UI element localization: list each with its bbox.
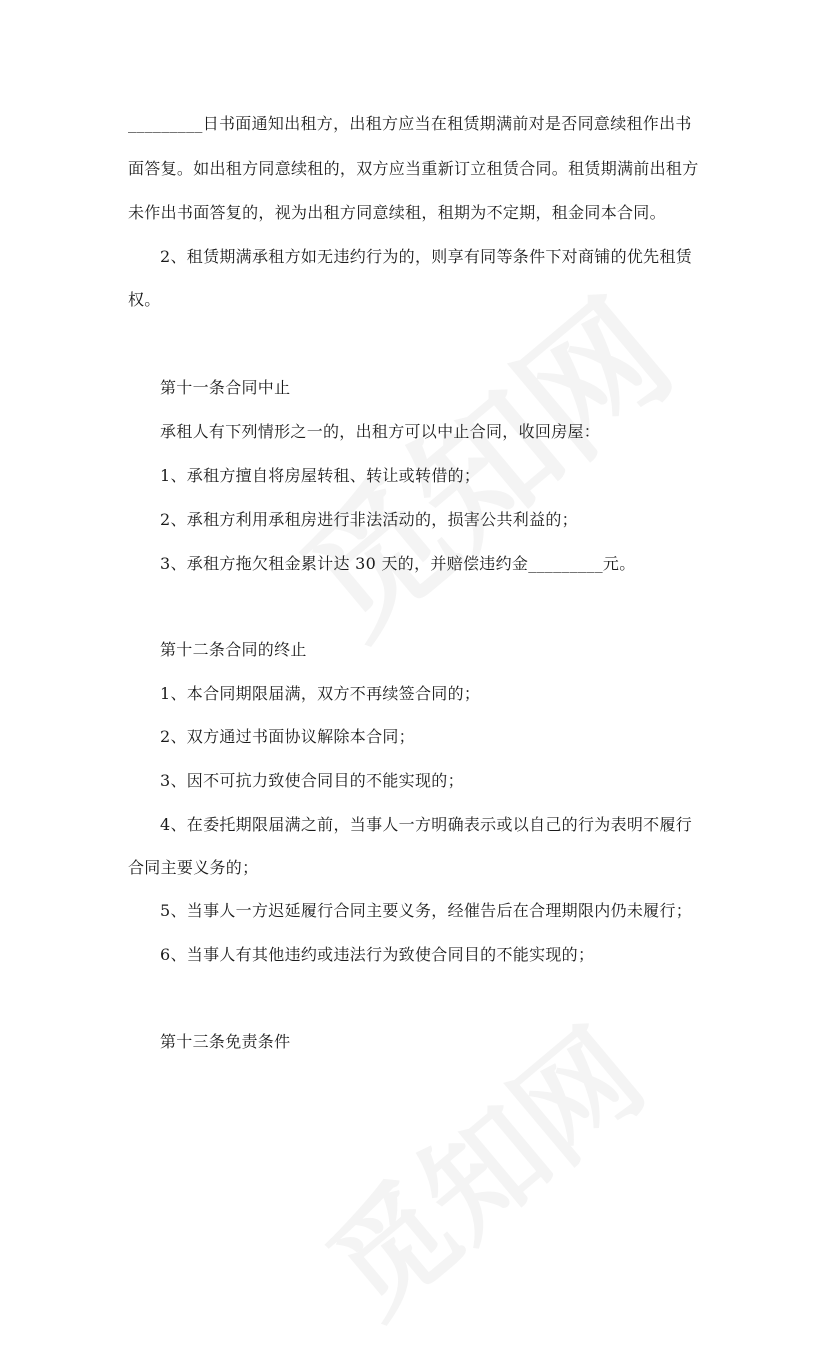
list-item: 1、承租方擅自将房屋转租、转让或转借的； <box>160 466 481 485</box>
section-heading: 第十二条合同的终止 <box>160 640 307 659</box>
paragraph-line: 未作出书面答复的，视为出租方同意续租，租期为不定期，租金同本合同。 <box>128 203 666 222</box>
paragraph-line: _________日书面通知出租方，出租方应当在租赁期满前对是否同意续租作出书 <box>128 114 692 133</box>
list-item: 2、双方通过书面协议解除本合同； <box>160 727 415 746</box>
list-item: 3、因不可抗力致使合同目的不能实现的； <box>160 771 464 790</box>
paragraph-line: 面答复。如出租方同意续租的，双方应当重新订立租赁合同。租赁期满前出租方 <box>128 159 699 178</box>
watermark <box>287 984 673 1347</box>
paragraph-line: 权。 <box>128 290 161 309</box>
watermark <box>255 249 706 673</box>
section-heading: 第十三条免责条件 <box>160 1032 291 1051</box>
list-item: 1、本合同期限届满，双方不再续签合同的； <box>160 684 481 703</box>
paragraph-line: 2、租赁期满承租方如无违约行为的，则享有同等条件下对商铺的优先租赁 <box>160 247 693 266</box>
list-item: 3、承租方拖欠租金累计达 30 天的，并赔偿违约金_________元。 <box>160 554 636 573</box>
list-item: 4、在委托期限届满之前，当事人一方明确表示或以自己的行为表明不履行 <box>160 815 693 834</box>
list-item: 5、当事人一方迟延履行合同主要义务，经催告后在合理期限内仍未履行； <box>160 901 693 920</box>
paragraph-line: 承租人有下列情形之一的，出租方可以中止合同，收回房屋： <box>160 422 601 441</box>
list-item: 6、当事人有其他违约或违法行为致使合同目的不能实现的； <box>160 945 595 964</box>
paragraph-line: 合同主要义务的； <box>128 858 259 877</box>
section-heading: 第十一条合同中止 <box>160 378 291 397</box>
list-item: 2、承租方利用承租房进行非法活动的，损害公共利益的； <box>160 510 578 529</box>
